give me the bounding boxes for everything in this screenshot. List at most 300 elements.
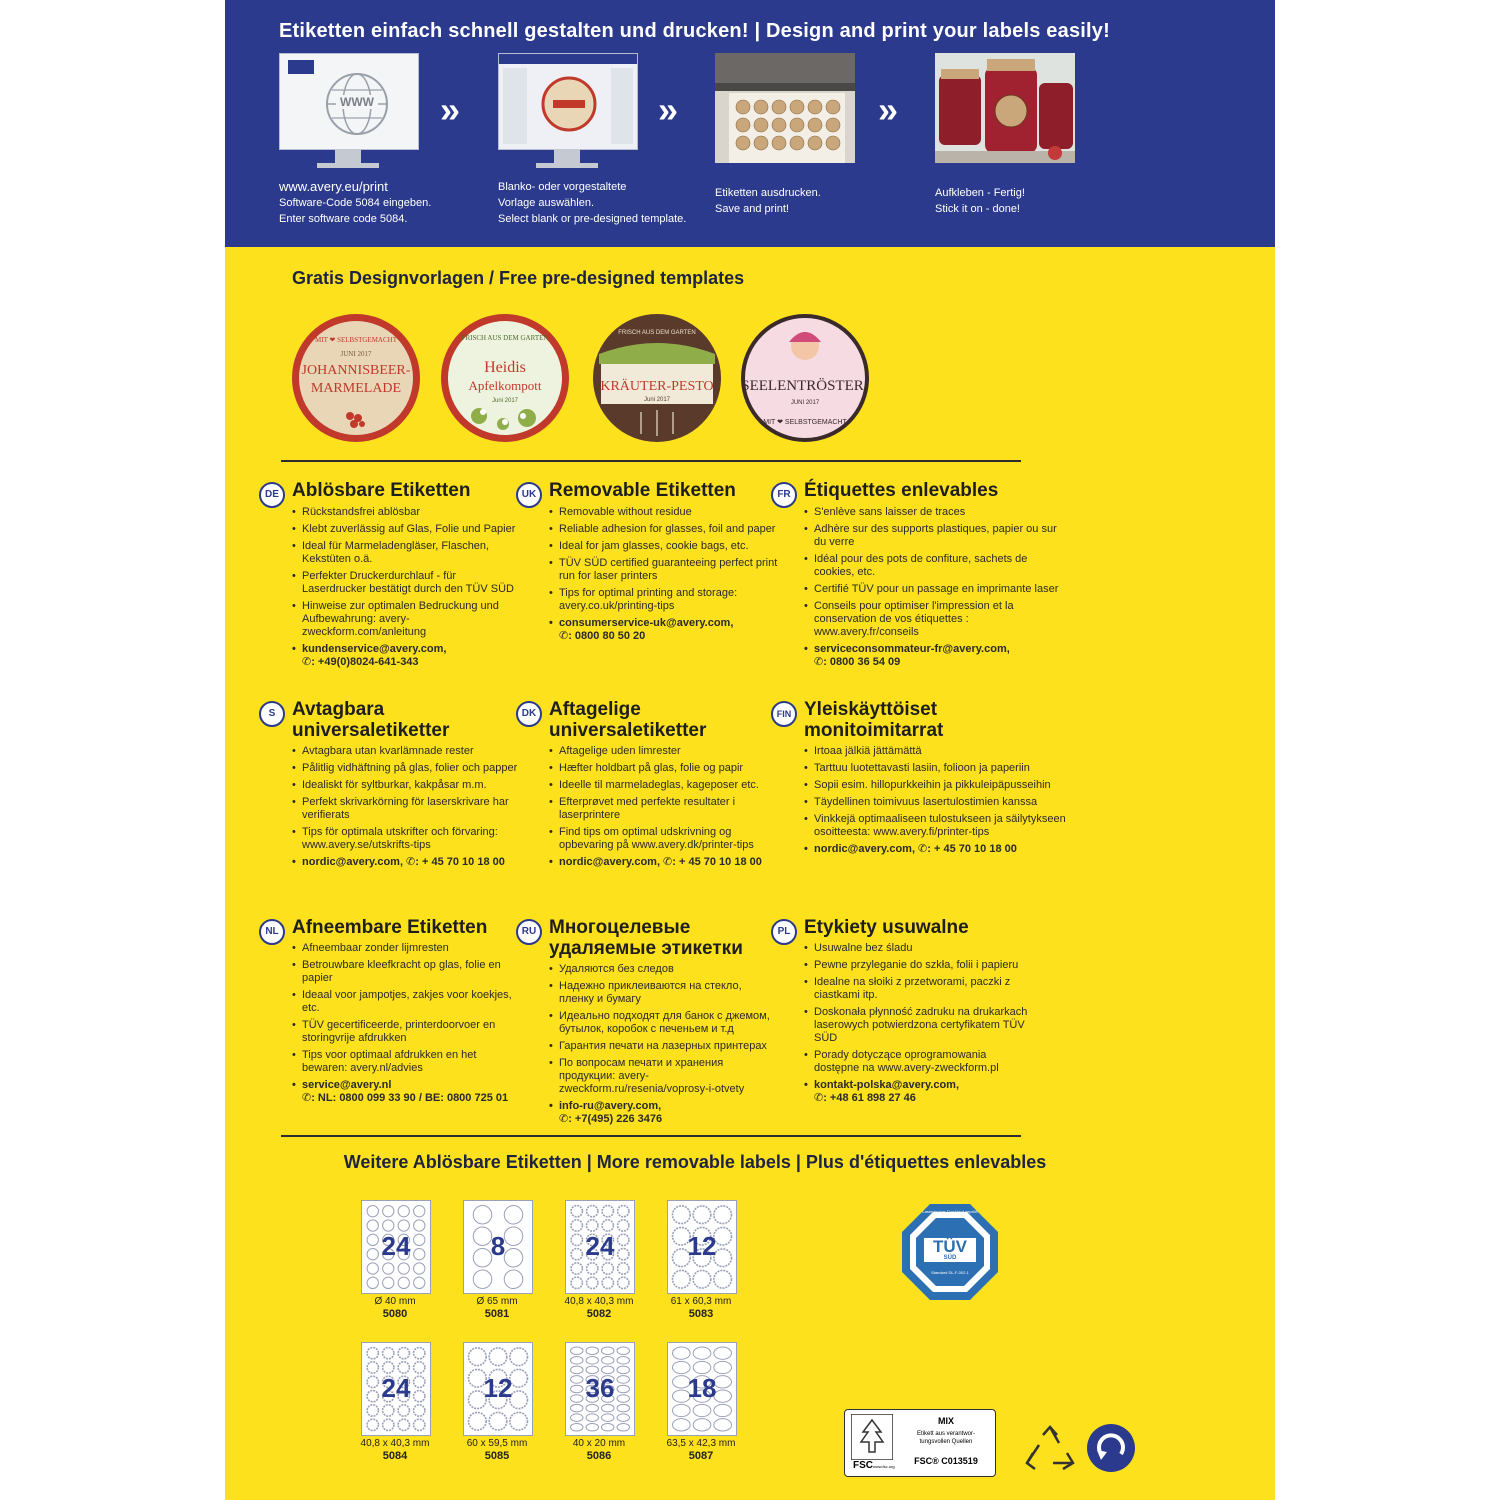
label-shape [673, 1270, 691, 1288]
list-item: • TÜV SÜD certified guaranteeing perfect print run for laser printers [549, 557, 779, 583]
label-shape [571, 1414, 584, 1422]
label-shape [586, 1414, 599, 1422]
list-item: • Usuwalne bez śladu [804, 942, 1034, 955]
contact-phone: ✆: 0800 36 54 09 [814, 656, 901, 668]
step-3-line-2: Save and print! [715, 203, 789, 215]
step-2-text [498, 179, 686, 227]
fsc-code: FSC® C013519 [914, 1456, 978, 1466]
step-1-url[interactable]: www.avery.eu/print [279, 179, 388, 194]
label-shape [367, 1263, 378, 1274]
label-shape [398, 1419, 409, 1430]
label-shape [571, 1277, 582, 1288]
label-shape [383, 1405, 394, 1416]
stamp-1-main-2: MARMELADE [310, 381, 402, 396]
label-shape [618, 1263, 629, 1274]
contact-email[interactable]: serviceconsommateur-fr@avery.com, [814, 643, 1010, 655]
label-count: 24 [381, 1373, 411, 1403]
label-shape [673, 1206, 691, 1224]
monitor-stand [554, 149, 580, 163]
lang-code-badge: DE [259, 482, 285, 508]
list-item: • Certifié TÜV pour un passage en imprimante laser [804, 583, 1069, 596]
fsc-text-line-2: tungsvollen Quellen [919, 1439, 973, 1445]
label-shape [617, 1404, 630, 1412]
label-shape [602, 1263, 613, 1274]
label-shape [398, 1362, 409, 1373]
label-shape [367, 1348, 378, 1359]
lang-block-dk [516, 699, 766, 889]
label-shape [414, 1405, 425, 1416]
label-shape [398, 1405, 409, 1416]
list-item: • По вопросам печати и хранения продукции: avery-zweckform.ru/resenia/voprosy-i-otvety [549, 1057, 779, 1096]
list-item: • Идеально подходят для банок с джемом, бутылок, коробок с печеньем и т.д [549, 1010, 779, 1036]
list-item: • Aftagelige uden limrester [549, 745, 779, 758]
step-2-line-3: Select blank or pre-designed template. [498, 213, 687, 225]
feature-list [804, 745, 1069, 860]
feature-list [292, 942, 522, 1109]
stamp-2-date: Juni 2017 [491, 398, 519, 404]
label-shape [714, 1347, 732, 1359]
feature-list [549, 963, 779, 1130]
printer-illustration [715, 53, 855, 163]
lang-title: Ablösbare Etiketten [292, 480, 471, 501]
lang-code-badge: NL [259, 919, 285, 945]
contact-item[interactable]: • nordic@avery.com, ✆: + 45 70 10 18 00 [549, 856, 779, 869]
list-item: • Ideal für Marmeladengläser, Flaschen, Kekstüten o.ä. [292, 540, 522, 566]
recycle-icon [1025, 1425, 1075, 1475]
contact-item[interactable] [292, 1079, 522, 1105]
label-shape [693, 1270, 711, 1288]
arrow-1: » [440, 89, 461, 130]
label-shape [383, 1206, 394, 1217]
contact-phone: ✆: +49(0)8024-641-343 [302, 656, 419, 668]
label-shape [673, 1419, 691, 1431]
lang-block-se [259, 699, 518, 889]
more-labels-title: Weitere Ablösbare Etiketten | More removable labels | Plus d'étiquettes enlevables [343, 1152, 1047, 1172]
step-1-text [279, 179, 431, 227]
contact-phone: ✆: 0800 80 50 20 [559, 630, 646, 642]
label-shape [618, 1220, 629, 1231]
step-1-line-2: Software-Code 5084 eingeben. [279, 197, 432, 209]
monitor-base [536, 163, 598, 168]
label-shape [602, 1347, 615, 1355]
label-shape [510, 1348, 528, 1366]
label-shape [469, 1348, 487, 1366]
product-thumbnail-5085[interactable] [463, 1342, 533, 1436]
step-3-text [715, 185, 821, 217]
contact-phone: ✆: +48 61 898 27 46 [814, 1092, 916, 1104]
circular-arrow-symbol [1087, 1424, 1135, 1472]
label-shape [693, 1361, 711, 1373]
list-item: • Ideaal voor jampotjes, zakjes voor koekjes, etc. [292, 989, 522, 1015]
product-thumbnail-5087[interactable] [667, 1342, 737, 1436]
fsc-text [901, 1430, 991, 1446]
label-shape [367, 1362, 378, 1373]
tuv-badge [900, 1202, 1000, 1302]
product-code: 5084 [382, 1450, 408, 1462]
product-thumbnail-5082[interactable] [565, 1200, 635, 1294]
contact-item[interactable] [804, 1079, 1034, 1105]
stamp-2-main-2: Apfelkompott [468, 378, 542, 393]
tuv-top-text: Laserdrucker Durchlauf geprüft [922, 1209, 978, 1214]
list-item: • Afneembaar zonder lijmresten [292, 942, 522, 955]
monitor-base [317, 163, 379, 168]
lang-code-badge: FIN [771, 701, 797, 727]
feature-list [549, 506, 779, 647]
label-shape [714, 1361, 732, 1373]
template-stamp-1[interactable] [290, 312, 422, 444]
label-shape [587, 1220, 598, 1231]
list-item: • Irtoaa jälkiä jättämättä [804, 745, 1069, 758]
label-shape [504, 1206, 523, 1225]
banner-title: Etiketten einfach schnell gestalten und drucken! | Design and print your labels easily! [279, 20, 1110, 42]
label-shape [398, 1220, 409, 1231]
arrow-2: » [658, 89, 679, 130]
label-shape [602, 1206, 613, 1217]
lang-title: Etykiety usuwalne [804, 917, 969, 938]
label-shape [571, 1206, 582, 1217]
list-item: • Find tips om optimal udskrivning og opbevaring på www.avery.dk/printer-tips [549, 826, 779, 852]
tuv-bottom-text: Standard DL-F-002-1 [931, 1270, 969, 1275]
instruction-banner [225, 0, 1275, 247]
tuv-sub-text: SÜD [943, 1255, 957, 1261]
stamp-1-date: JUNI 2017 [340, 350, 372, 358]
label-shape [414, 1263, 425, 1274]
product-thumbnail-5083[interactable] [667, 1200, 737, 1294]
contact-phone: ✆: NL: 0800 099 33 90 / BE: 0800 725 01 [302, 1092, 509, 1104]
lang-title: Многоцелевые удаляемые этикетки [549, 917, 743, 959]
label-shape [714, 1419, 732, 1431]
list-item: • Conseils pour optimiser l'impression et la conservation de vos étiquettes : www.avery.fr/conseils [804, 600, 1069, 639]
step-3 [715, 53, 855, 215]
stamp-4-top: MIT ❤ SELBSTGEMACHT [763, 419, 847, 426]
label-shape [673, 1404, 691, 1416]
label-shape [673, 1347, 691, 1359]
label-count: 24 [585, 1231, 615, 1261]
lang-title: Étiquettes enlevables [804, 480, 999, 501]
list-item: • Idealiskt för syltburkar, kakpåsar m.m. [292, 779, 522, 792]
fsc-mix: MIX [937, 1416, 954, 1426]
label-shape [602, 1220, 613, 1231]
stamp-1-top: MIT ❤ SELBSTGEMACHT [315, 336, 397, 344]
list-item: • Removable without residue [549, 506, 779, 519]
lang-title: Afneembare Etiketten [292, 917, 488, 938]
step-1-line-3: Enter software code 5084. [279, 213, 408, 225]
product-size: 61 x 60,3 mm [670, 1296, 732, 1307]
product-code: 5081 [484, 1308, 510, 1320]
label-shape [602, 1277, 613, 1288]
arrow-3: » [878, 89, 899, 130]
stamp-apfelkompott [439, 312, 571, 444]
label-shape [398, 1348, 409, 1359]
list-item: • Täydellinen toimivuus lasertulostimien kanssa [804, 796, 1069, 809]
lang-code-badge: S [259, 701, 285, 727]
label-shape [383, 1419, 394, 1430]
lang-title: Removable Etiketten [549, 480, 736, 501]
label-shape [673, 1361, 691, 1373]
divider-bottom [281, 1135, 1021, 1137]
label-shape [489, 1348, 507, 1366]
list-item: • Vinkkejä optimaaliseen tulostukseen ja säilytykseen osoitteesta: www.avery.fi/printer-tips [804, 813, 1069, 839]
label-count: 12 [687, 1231, 717, 1261]
fsc-tree-icon [851, 1414, 893, 1460]
contact-email[interactable]: kontakt-polska@avery.com, [814, 1079, 960, 1091]
printer-photo [715, 53, 855, 163]
list-item: • Perfekter Druckerdurchlauf - für Laserdrucker bestätigt durch den TÜV SÜD [292, 570, 522, 596]
label-shape [398, 1263, 409, 1274]
lang-title: Yleiskäyttöiset monitoimitarrat [804, 699, 944, 741]
label-shape [586, 1404, 599, 1412]
label-shape [618, 1277, 629, 1288]
label-shape [398, 1277, 409, 1288]
monitor-screen [279, 53, 419, 150]
label-shape [383, 1277, 394, 1288]
product-thumbnail-5086[interactable] [565, 1342, 635, 1436]
template-stamp-3[interactable] [591, 312, 723, 444]
www-label: WWW [336, 95, 378, 109]
contact-item[interactable] [804, 643, 1069, 669]
stamp-2-top: FRISCH AUS DEM GARTEN [461, 334, 549, 342]
divider-top [281, 460, 1021, 462]
label-shape [398, 1206, 409, 1217]
lang-block-nl [259, 917, 512, 1122]
label-shape [489, 1412, 507, 1430]
label-shape [602, 1414, 615, 1422]
list-item: • Pewne przyleganie do szkła, folii i papieru [804, 959, 1034, 972]
template-stamp-2[interactable] [439, 312, 571, 444]
list-item: • Klebt zuverlässig auf Glas, Folie und Papier [292, 523, 522, 536]
list-item: • Tips för optimala utskrifter och förvaring: www.avery.se/utskrifts-tips [292, 826, 522, 852]
list-item: • Doskonała płynność zadruku na drukarkach laserowych potwierdzona certyfikatem TÜV SÜD [804, 1006, 1034, 1045]
list-item: • Гарантия печати на лазерных принтерах [549, 1040, 779, 1053]
label-shape [587, 1263, 598, 1274]
list-item: • Sopii esim. hillopurkkeihin ja pikkuleipäpusseihin [804, 779, 1069, 792]
product-size: 40,8 x 40,3 mm [564, 1296, 634, 1307]
contact-email[interactable]: consumerservice-uk@avery.com, [559, 617, 734, 629]
label-shape [586, 1423, 599, 1431]
contact-item[interactable] [549, 1100, 779, 1126]
product-size: Ø 40 mm [374, 1296, 416, 1307]
label-shape [571, 1404, 584, 1412]
label-shape [693, 1347, 711, 1359]
list-item: • Avtagbara utan kvarlämnade rester [292, 745, 522, 758]
label-shape [469, 1412, 487, 1430]
label-shape [693, 1206, 711, 1224]
list-item: • Удаляются без следов [549, 963, 779, 976]
label-shape [617, 1347, 630, 1355]
list-item: • Idealne na słoiki z przetworami, paczki z ciastkami itp. [804, 976, 1034, 1002]
label-shape [602, 1357, 615, 1365]
product-code: 5086 [586, 1450, 612, 1462]
list-item: • Tarttuu luotettavasti lasiin, folioon ja paperiin [804, 762, 1069, 775]
lang-title: Avtagbara universaletiketter [292, 699, 450, 741]
contact-item[interactable] [292, 643, 522, 669]
list-item: • Tips voor optimaal afdrukken en het bewaren: avery.nl/advies [292, 1049, 522, 1075]
step-4-line-1: Aufkleben - Fertig! [935, 187, 1025, 199]
label-shape [602, 1423, 615, 1431]
lang-code-badge: UK [516, 482, 542, 508]
stamp-4-date: JUNI 2017 [790, 400, 820, 406]
label-count: 8 [490, 1231, 506, 1261]
fsc-url: www.fsc.org [873, 1464, 895, 1469]
list-item: • TÜV gecertificeerde, printerdoorvoer en storingvrije afdrukken [292, 1019, 522, 1045]
stamp-4-main: SEELENTRÖSTER! [741, 378, 869, 394]
list-item: • Ideal for jam glasses, cookie bags, etc. [549, 540, 779, 553]
label-shape [504, 1270, 523, 1289]
lang-block-fr [771, 480, 1059, 668]
contact-email[interactable]: service@avery.nl [302, 1079, 392, 1091]
product-size: 63,5 x 42,3 mm [666, 1438, 736, 1449]
label-count: 36 [585, 1373, 615, 1403]
product-sheet [225, 0, 1275, 1500]
label-shape [714, 1206, 732, 1224]
templates-title: Gratis Designvorlagen / Free pre-designed templates [292, 268, 745, 288]
tuv-main-text: TÜV [933, 1237, 967, 1256]
product-thumbnail-5080[interactable] [361, 1200, 431, 1294]
label-shape [383, 1348, 394, 1359]
refresh-icon [1087, 1424, 1135, 1472]
stamp-seelentroester [739, 312, 871, 444]
label-count: 12 [483, 1373, 513, 1403]
list-item: • Pålitlig vidhäftning på glas, folier och papper [292, 762, 522, 775]
contact-item[interactable] [549, 617, 779, 643]
list-item: • S'enlève sans laisser de traces [804, 506, 1069, 519]
list-item: • Rückstandsfrei ablösbar [292, 506, 522, 519]
label-shape [587, 1206, 598, 1217]
stamp-johannisbeer [290, 312, 422, 444]
label-shape [617, 1423, 630, 1431]
list-item: • Perfekt skrivarkörning för laserskrivare har verifierats [292, 796, 522, 822]
contact-item[interactable]: • nordic@avery.com, ✆: + 45 70 10 18 00 [292, 856, 522, 869]
jam-jars-illustration [935, 53, 1075, 163]
step-2-line-2: Vorlage auswählen. [498, 197, 595, 209]
label-shape [617, 1414, 630, 1422]
jars-photo [935, 53, 1075, 163]
list-item: • Hæfter holdbart på glas, folie og papir [549, 762, 779, 775]
software-preview [499, 54, 637, 149]
product-size: 40 x 20 mm [572, 1438, 626, 1449]
label-shape [383, 1220, 394, 1231]
list-item: • Reliable adhesion for glasses, foil and paper [549, 523, 779, 536]
lang-block-de [259, 480, 516, 668]
lang-block-ru [516, 917, 770, 1125]
label-shape [571, 1357, 584, 1365]
product-code: 5082 [586, 1308, 612, 1320]
monitor-stand [335, 149, 361, 163]
contact-item[interactable]: • nordic@avery.com, ✆: + 45 70 10 18 00 [804, 843, 1069, 856]
list-item: • Надежно приклеиваются на стекло, пленку и бумагу [549, 980, 779, 1006]
label-shape [367, 1220, 378, 1231]
label-shape [367, 1277, 378, 1288]
product-thumbnail-5081[interactable] [463, 1200, 533, 1294]
lang-code-badge: PL [771, 919, 797, 945]
label-shape [571, 1423, 584, 1431]
label-shape [586, 1357, 599, 1365]
list-item: • Adhère sur des supports plastiques, papier ou sur du verre [804, 523, 1069, 549]
product-thumbnail-5084[interactable] [361, 1342, 431, 1436]
product-size: Ø 65 mm [476, 1296, 518, 1307]
stamp-3-main: KRÄUTER-PESTO [600, 379, 714, 394]
lang-code-badge: FR [771, 482, 797, 508]
step-2 [498, 53, 687, 225]
label-shape [367, 1405, 378, 1416]
label-shape [473, 1206, 492, 1225]
stamp-2-main-1: Heidis [484, 359, 526, 376]
contact-email[interactable]: kundenservice@avery.com, [302, 643, 447, 655]
list-item: • Ideelle til marmeladeglas, kageposer etc. [549, 779, 779, 792]
label-shape [367, 1206, 378, 1217]
contact-phone: ✆: +7(495) 226 3476 [559, 1113, 663, 1125]
step-3-line-1: Etiketten ausdrucken. [715, 187, 821, 199]
label-shape [602, 1404, 615, 1412]
lang-block-uk [516, 480, 778, 660]
feature-list [292, 506, 522, 673]
lang-block-pl [771, 917, 1028, 1122]
step-4-text [935, 185, 1025, 217]
lang-code-badge: RU [516, 919, 542, 945]
label-shape [693, 1404, 711, 1416]
label-shape [693, 1419, 711, 1431]
contact-email[interactable]: info-ru@avery.com, [559, 1100, 662, 1112]
lang-code-badge: DK [516, 701, 542, 727]
stamp-kraeuter-pesto [591, 312, 723, 444]
list-item: • Tips for optimal printing and storage: avery.co.uk/printing-tips [549, 587, 779, 613]
label-shape [383, 1362, 394, 1373]
label-shape [571, 1347, 584, 1355]
list-item: • Idéal pour des pots de confiture, sachets de cookies, etc. [804, 553, 1069, 579]
label-shape [714, 1404, 732, 1416]
label-shape [414, 1277, 425, 1288]
step-2-line-1: Blanko- oder vorgestaltete [498, 181, 627, 193]
feature-list [804, 506, 1069, 673]
label-shape [586, 1347, 599, 1355]
feature-list [292, 745, 522, 873]
label-shape [367, 1419, 378, 1430]
stamp-1-main-1: JOHANNISBEER- [301, 363, 411, 378]
label-shape [473, 1270, 492, 1289]
product-code: 5080 [382, 1308, 408, 1320]
step-4-line-2: Stick it on - done! [935, 203, 1020, 215]
label-shape [414, 1206, 425, 1217]
list-item: • Efterprøvet med perfekte resultater i laserprintere [549, 796, 779, 822]
product-code: 5087 [688, 1450, 714, 1462]
label-shape [617, 1357, 630, 1365]
label-shape [414, 1362, 425, 1373]
lang-block-fin [771, 699, 1066, 889]
step-4 [935, 53, 1075, 215]
list-item: • Betrouwbare kleefkracht op glas, folie en papier [292, 959, 522, 985]
feature-list [549, 745, 779, 873]
product-size: 60 x 59,5 mm [466, 1438, 528, 1449]
recycle-symbol [1025, 1425, 1075, 1475]
fsc-badge [844, 1409, 996, 1477]
label-count: 18 [687, 1373, 717, 1403]
list-item: • Hinweise zur optimalen Bedruckung und Aufbewahrung: avery-zweckform.com/anleitung [292, 600, 522, 639]
software-screen [498, 53, 638, 150]
template-stamp-4[interactable] [739, 312, 871, 444]
list-item: • Porady dotyczące oprogramowania dostępne na www.avery-zweckform.pl [804, 1049, 1034, 1075]
fsc-text-line-1: Etikett aus verantwor- [916, 1431, 976, 1437]
label-shape [383, 1263, 394, 1274]
stamp-3-top: FRISCH AUS DEM GARTEN [618, 330, 696, 336]
label-shape [714, 1270, 732, 1288]
label-shape [414, 1419, 425, 1430]
label-shape [414, 1348, 425, 1359]
stamp-3-date: Juni 2017 [643, 397, 671, 403]
label-shape [414, 1220, 425, 1231]
lang-title: Aftagelige universaletiketter [549, 699, 707, 741]
product-code: 5085 [484, 1450, 510, 1462]
product-code: 5083 [688, 1308, 714, 1320]
